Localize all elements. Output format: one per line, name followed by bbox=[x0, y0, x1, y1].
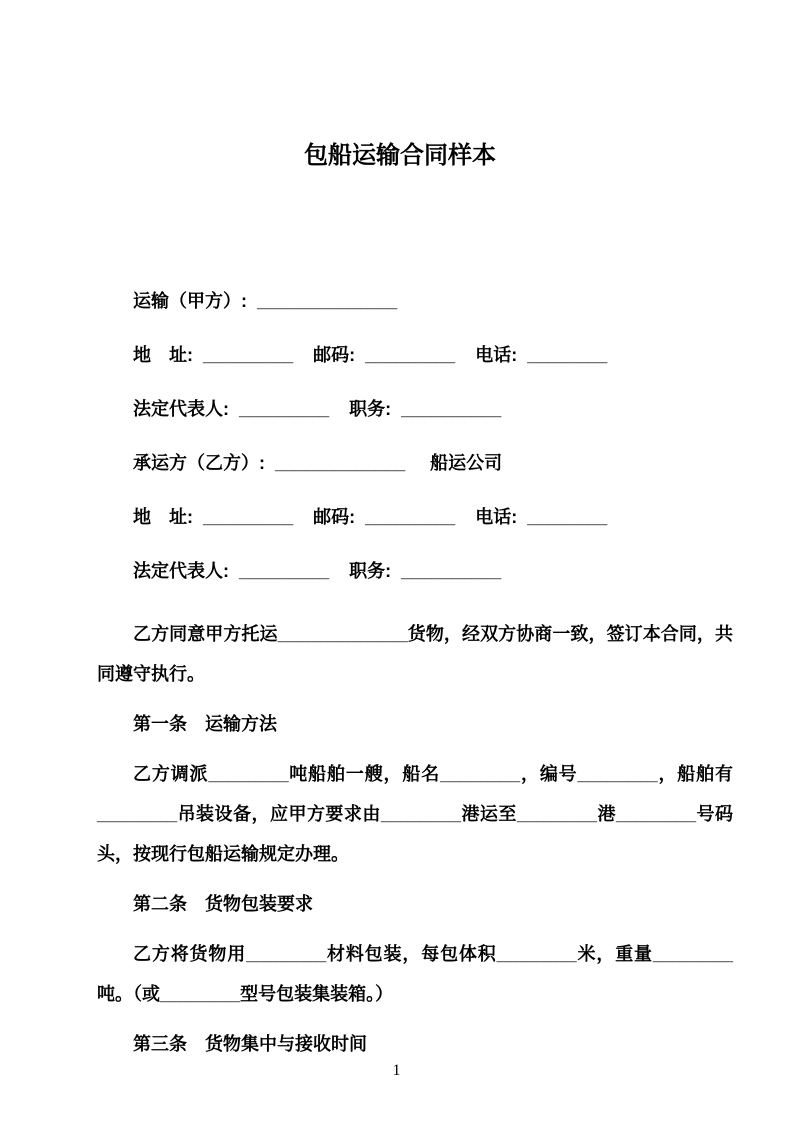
section-1-heading: 第一条 运输方法 bbox=[133, 714, 277, 734]
field-legal-representative-b: 法定代表人: _________ 职务: __________ bbox=[133, 561, 502, 581]
section-3 bbox=[97, 1024, 733, 1064]
section-3-heading: 第三条 货物集中与接收时间 bbox=[133, 1034, 367, 1054]
section-2-body: 乙方将货物用________材料包装，每包体积________米，重量________吨。（或________型号包装集装箱。） bbox=[97, 944, 733, 1004]
field-shipper-party-a: 运输（甲方）: ______________ bbox=[133, 291, 398, 311]
field-address-postcode-phone-a: 地 址: _________ 邮码: _________ 电话: ________ bbox=[133, 345, 608, 365]
party-info-block bbox=[97, 290, 733, 582]
section-1 bbox=[97, 704, 733, 874]
section-2-heading: 第二条 货物包装要求 bbox=[133, 894, 313, 914]
field-legal-representative-a: 法定代表人: _________ 职务: __________ bbox=[133, 399, 502, 419]
field-carrier-party-b: 承运方（乙方）: _____________ 船运公司 bbox=[133, 453, 503, 473]
section-1-body: 乙方调派________吨船舶一艘，船名________，编号________，船舶有________吊装设备，应甲方要求由________港运至________港________号码头，按现行包船运输规定办理。 bbox=[97, 764, 733, 864]
section-2 bbox=[97, 884, 733, 1014]
intro-paragraph: 乙方同意甲方托运_____________货物，经双方协商一致，签订本合同，共同遵守执行。 bbox=[97, 624, 733, 684]
page-number: 1 bbox=[392, 1062, 401, 1079]
document-title: 包船运输合同样本 bbox=[304, 142, 496, 169]
field-address-postcode-phone-b: 地 址: _________ 邮码: _________ 电话: ________ bbox=[133, 507, 608, 527]
